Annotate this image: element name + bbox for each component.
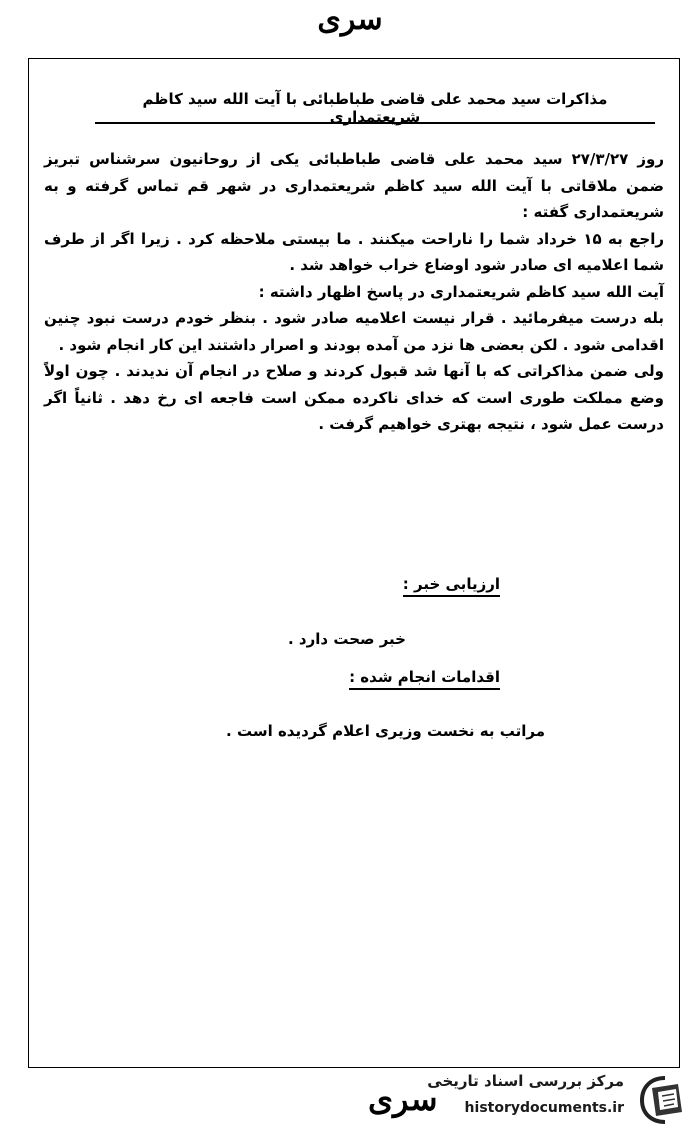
paragraph-1: روز ۲۷/۳/۲۷ سید محمد علی قاضی طباطبائی یکی از روحانیون سرشناس تبریز ضمن ملاقاتی با آیت الله سید کاظم شریعتمداری در شهر قم تماس گرفته و به شریعتمداری گفته : — [44, 150, 664, 221]
classification-bottom: سری — [368, 1080, 438, 1118]
paragraph-3: آیت الله سید کاظم شریعتمداری در پاسخ اظهار داشته : — [258, 282, 664, 301]
book-logo-icon — [638, 1074, 692, 1126]
paragraph-4: بله درست میفرمائید . قرار نیست اعلامیه صادر شود . بنظر خودم درست نبود چنین اقدامی شود . لکن بعضی ها نزد من آمده بودند و اصرار داشتند این کار انجام شود . — [44, 309, 664, 354]
watermark-site: historydocuments.ir — [464, 1100, 624, 1116]
actions-value: مراتب به نخست وزیری اعلام گردیده است . — [226, 722, 545, 740]
paragraph-2: راجع به ۱۵ خرداد شما را ناراحت میکنند . ما بیستی ملاحظه کرد . زیرا اگر از طرف شما اعلامیه ای صادر شود اوضاع خراب خواهد شد . — [44, 229, 664, 274]
source-opinion-value: خبر صحت دارد . — [288, 630, 406, 648]
paragraph-5: ولی ضمن مذاکراتی که با آنها شد قبول کردند و صلاح در انجام آن ندیدند . چون اولاً وضع مملکت طوری است که خدای ناکرده ممکن است فاجعه ای رخ دهد . ثانیاً اگر درست عمل شود ، نتیجه بهتری خواهیم گرفت . — [44, 362, 664, 433]
document-body — [44, 146, 664, 438]
actions-label: اقدامات انجام شده : — [349, 668, 500, 690]
classification-top: سری — [317, 2, 383, 37]
watermark-logo — [420, 1070, 696, 1130]
title-underline — [95, 122, 655, 124]
source-opinion-label: ارزیابی خبر : — [403, 575, 500, 597]
watermark-org-name: مرکز بررسی اسناد تاریخی — [427, 1072, 624, 1090]
document-title: مذاکرات سید محمد علی قاضی طباطبائی با آیت الله سید کاظم شریعتمداری — [142, 90, 608, 126]
